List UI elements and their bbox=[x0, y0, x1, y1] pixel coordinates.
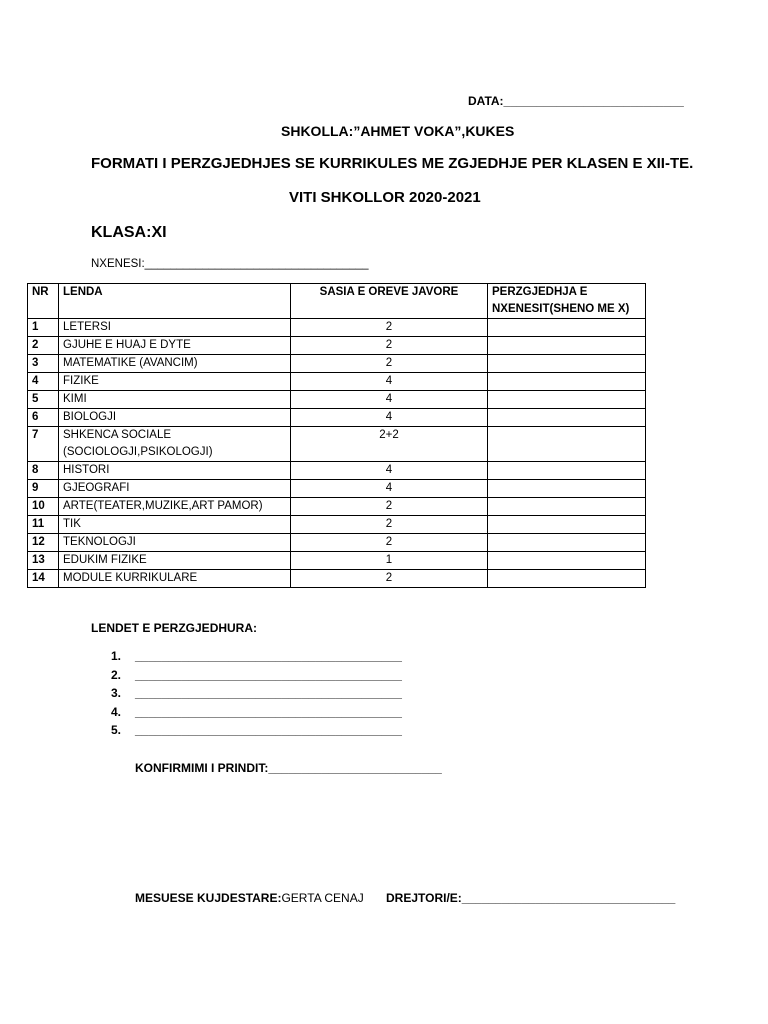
row-selection-cell[interactable] bbox=[488, 516, 646, 534]
row-weekly-hours: 2+2 bbox=[291, 427, 488, 462]
row-selection-cell[interactable] bbox=[488, 355, 646, 373]
class-label: KLASA:XI bbox=[91, 224, 167, 241]
row-subject: MATEMATIKE (AVANCIM) bbox=[59, 355, 291, 373]
row-selection-cell[interactable] bbox=[488, 373, 646, 391]
row-number: 10 bbox=[28, 498, 59, 516]
teacher-label: MESUESE KUJDESTARE: bbox=[135, 891, 282, 905]
row-subject: LETERSI bbox=[59, 319, 291, 337]
row-subject: EDUKIM FIZIKE bbox=[59, 552, 291, 570]
row-selection-cell[interactable] bbox=[488, 427, 646, 462]
row-number: 9 bbox=[28, 480, 59, 498]
list-item bbox=[111, 703, 402, 722]
table-row bbox=[28, 462, 646, 480]
row-weekly-hours: 4 bbox=[291, 373, 488, 391]
row-weekly-hours: 2 bbox=[291, 337, 488, 355]
homeroom-teacher bbox=[135, 891, 364, 905]
curriculum-table bbox=[27, 283, 646, 588]
row-selection-cell[interactable] bbox=[488, 462, 646, 480]
row-subject: MODULE KURRIKULARE bbox=[59, 570, 291, 588]
list-item-blank-line[interactable]: ________________________________________ bbox=[135, 704, 402, 719]
table-row bbox=[28, 391, 646, 409]
row-number: 6 bbox=[28, 409, 59, 427]
row-subject: FIZIKE bbox=[59, 373, 291, 391]
list-item-blank-line[interactable]: ________________________________________ bbox=[135, 649, 402, 663]
row-subject: GJEOGRAFI bbox=[59, 480, 291, 498]
list-item-number: 3. bbox=[111, 686, 122, 701]
row-selection-cell[interactable] bbox=[488, 570, 646, 588]
selected-subjects-list bbox=[111, 647, 402, 740]
header-student-selection: PERZGJEDHJA E NXENESIT(SHENO ME X) bbox=[488, 284, 646, 319]
row-number: 14 bbox=[28, 570, 59, 588]
parent-confirmation-field: KONFIRMIMI I PRINDIT:__________________________ bbox=[135, 761, 442, 775]
table-row bbox=[28, 355, 646, 373]
row-selection-cell[interactable] bbox=[488, 391, 646, 409]
row-subject: TEKNOLOGJI bbox=[59, 534, 291, 552]
row-subject: ARTE(TEATER,MUZIKE,ART PAMOR) bbox=[59, 498, 291, 516]
row-subject: KIMI bbox=[59, 391, 291, 409]
row-selection-cell[interactable] bbox=[488, 480, 646, 498]
row-number: 5 bbox=[28, 391, 59, 409]
row-selection-cell[interactable] bbox=[488, 534, 646, 552]
table-row bbox=[28, 498, 646, 516]
row-number: 13 bbox=[28, 552, 59, 570]
list-item-number: 4. bbox=[111, 704, 122, 719]
header-nr: NR bbox=[28, 284, 59, 319]
row-weekly-hours: 1 bbox=[291, 552, 488, 570]
table-row bbox=[28, 570, 646, 588]
row-number: 11 bbox=[28, 516, 59, 534]
row-subject: BIOLOGJI bbox=[59, 409, 291, 427]
row-number: 7 bbox=[28, 427, 59, 462]
row-weekly-hours: 4 bbox=[291, 462, 488, 480]
row-weekly-hours: 2 bbox=[291, 355, 488, 373]
row-weekly-hours: 2 bbox=[291, 534, 488, 552]
row-weekly-hours: 2 bbox=[291, 319, 488, 337]
table-row bbox=[28, 337, 646, 355]
row-number: 2 bbox=[28, 337, 59, 355]
list-item-number: 5. bbox=[111, 723, 122, 738]
school-name: SHKOLLA:”AHMET VOKA”,KUKES bbox=[281, 123, 515, 139]
row-selection-cell[interactable] bbox=[488, 319, 646, 337]
row-subject: GJUHE E HUAJ E DYTE bbox=[59, 337, 291, 355]
row-selection-cell[interactable] bbox=[488, 552, 646, 570]
list-item-blank-line[interactable]: ________________________________________ bbox=[135, 723, 402, 738]
row-subject: HISTORI bbox=[59, 462, 291, 480]
table-header-row bbox=[28, 284, 646, 319]
list-item-number: 1. bbox=[111, 649, 122, 663]
table-row bbox=[28, 534, 646, 552]
row-number: 12 bbox=[28, 534, 59, 552]
row-subject: SHKENCA SOCIALE (SOCIOLOGJI,PSIKOLOGJI) bbox=[59, 427, 291, 462]
list-item bbox=[111, 666, 402, 685]
row-number: 8 bbox=[28, 462, 59, 480]
table-row bbox=[28, 319, 646, 337]
student-name-field: NXENESI:___________________________________ bbox=[91, 258, 369, 270]
row-number: 1 bbox=[28, 319, 59, 337]
header-subject: LENDA bbox=[59, 284, 291, 319]
table-row bbox=[28, 480, 646, 498]
row-weekly-hours: 4 bbox=[291, 391, 488, 409]
row-subject: TIK bbox=[59, 516, 291, 534]
table-row bbox=[28, 373, 646, 391]
list-item bbox=[111, 721, 402, 740]
selected-subjects-heading: LENDET E PERZGJEDHURA: bbox=[91, 621, 258, 635]
row-selection-cell[interactable] bbox=[488, 337, 646, 355]
director-signature-field: DREJTORI/E:________________________________ bbox=[386, 891, 676, 905]
list-item-blank-line[interactable]: ________________________________________ bbox=[135, 667, 402, 682]
table-row bbox=[28, 552, 646, 570]
row-weekly-hours: 4 bbox=[291, 480, 488, 498]
date-field-label: DATA:___________________________ bbox=[468, 94, 684, 108]
table-row bbox=[28, 427, 646, 462]
row-weekly-hours: 4 bbox=[291, 409, 488, 427]
table-row bbox=[28, 516, 646, 534]
school-year: VITI SHKOLLOR 2020-2021 bbox=[289, 189, 481, 206]
row-weekly-hours: 2 bbox=[291, 498, 488, 516]
list-item bbox=[111, 684, 402, 703]
list-item-number: 2. bbox=[111, 667, 122, 682]
teacher-name: GERTA CENAJ bbox=[281, 891, 364, 905]
row-selection-cell[interactable] bbox=[488, 409, 646, 427]
row-weekly-hours: 2 bbox=[291, 516, 488, 534]
table-row bbox=[28, 409, 646, 427]
list-item bbox=[111, 647, 402, 666]
row-weekly-hours: 2 bbox=[291, 570, 488, 588]
row-number: 4 bbox=[28, 373, 59, 391]
row-number: 3 bbox=[28, 355, 59, 373]
header-weekly-hours: SASIA E OREVE JAVORE bbox=[291, 284, 488, 319]
row-selection-cell[interactable] bbox=[488, 498, 646, 516]
list-item-blank-line[interactable]: ________________________________________ bbox=[135, 686, 402, 701]
document-title: FORMATI I PERZGJEDHJES SE KURRIKULES ME ZGJEDHJE PER KLASEN E XII-TE. bbox=[91, 155, 694, 172]
